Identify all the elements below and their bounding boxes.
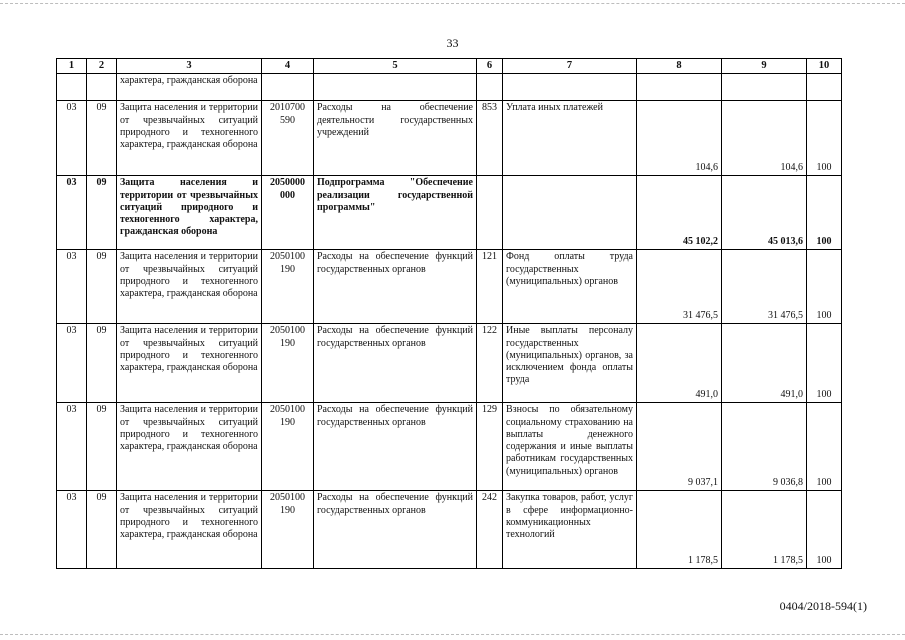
- table-row: [57, 250, 842, 324]
- cell-percent: 100: [807, 491, 842, 569]
- cell-subsection: 09: [87, 101, 117, 176]
- table-row: [57, 324, 842, 403]
- cell-section: 03: [57, 101, 87, 176]
- cell-description: Защита населения и территории от чрезвычайных ситуаций природного и техногенного характера, гражданская оборона: [117, 101, 262, 176]
- cell-planned: 491,0: [637, 324, 722, 403]
- cell-description: Защита населения и территории от чрезвычайных ситуаций природного и техногенного характера, гражданская оборона: [117, 403, 262, 491]
- cell-percent: 100: [807, 101, 842, 176]
- col-header: 3: [117, 59, 262, 74]
- col-header: 8: [637, 59, 722, 74]
- cell-expense-type: 121: [477, 250, 503, 324]
- cell-expense-type-name: Уплата иных платежей: [503, 101, 637, 176]
- budget-table: [56, 58, 842, 569]
- cell-target-code: 2050100 190: [262, 324, 314, 403]
- cell-executed: 1 178,5: [722, 491, 807, 569]
- cell-expense-type: 122: [477, 324, 503, 403]
- document-code: 0404/2018-594(1): [779, 599, 867, 613]
- cell-description: Защита населения и территории от чрезвычайных ситуаций природного и техногенного характера, гражданская оборона: [117, 250, 262, 324]
- cell-expense-type: 853: [477, 101, 503, 176]
- cell-section: 03: [57, 250, 87, 324]
- cell-subsection: 09: [87, 403, 117, 491]
- col-header: 9: [722, 59, 807, 74]
- cell-target-code: 2050100 190: [262, 491, 314, 569]
- cell-expense-name: Расходы на обеспечение функций государственных органов: [314, 324, 477, 403]
- cell-executed: 31 476,5: [722, 250, 807, 324]
- cell-percent: 100: [807, 176, 842, 250]
- cell-expense-type: 242: [477, 491, 503, 569]
- cell-expense-name: Расходы на обеспечение функций государственных органов: [314, 250, 477, 324]
- cell-executed: 104,6: [722, 101, 807, 176]
- cell-executed: 9 036,8: [722, 403, 807, 491]
- cell-subsection: 09: [87, 176, 117, 250]
- cell-section: 03: [57, 176, 87, 250]
- cell-target-code: 2050100 190: [262, 250, 314, 324]
- col-header: 5: [314, 59, 477, 74]
- cell-description: Защита населения и территории от чрезвычайных ситуаций природного и техногенного характера, гражданская оборона: [117, 176, 262, 250]
- col-header: 1: [57, 59, 87, 74]
- table-row: [57, 176, 842, 250]
- cell-section: 03: [57, 403, 87, 491]
- cell-expense-type-name: [503, 176, 637, 250]
- cell-target-code: 2050000 000: [262, 176, 314, 250]
- cell-subsection: 09: [87, 250, 117, 324]
- cell-executed: 45 013,6: [722, 176, 807, 250]
- table-row-continuation: [57, 74, 842, 101]
- cell-description: характера, гражданская оборона: [117, 74, 262, 101]
- cell-target-code: 2050100 190: [262, 403, 314, 491]
- cell-expense-type-name: Иные выплаты персоналу государственных (муниципальных) органов, за исключением фонда оплаты труда: [503, 324, 637, 403]
- page-number: 33: [446, 36, 459, 50]
- cell-executed: 491,0: [722, 324, 807, 403]
- cell-expense-name: Расходы на обеспечение функций государственных органов: [314, 491, 477, 569]
- col-header: 10: [807, 59, 842, 74]
- col-header: 6: [477, 59, 503, 74]
- cell-planned: 1 178,5: [637, 491, 722, 569]
- cell-expense-type-name: Фонд оплаты труда государственных (муниципальных) органов: [503, 250, 637, 324]
- cell-section: 03: [57, 324, 87, 403]
- cell-planned: 31 476,5: [637, 250, 722, 324]
- cell-expense-type-name: Закупка товаров, работ, услуг в сфере информационно-коммуникационных технологий: [503, 491, 637, 569]
- col-header: 2: [87, 59, 117, 74]
- cell-expense-type: 129: [477, 403, 503, 491]
- table-header-row: [57, 59, 842, 74]
- cell-target-code: 2010700 590: [262, 101, 314, 176]
- cell-planned: 104,6: [637, 101, 722, 176]
- col-header: 7: [503, 59, 637, 74]
- cell-expense-name: Расходы на обеспечение функций государственных органов: [314, 403, 477, 491]
- top-scan-edge: [0, 3, 905, 4]
- cell-percent: 100: [807, 324, 842, 403]
- cell-planned: 9 037,1: [637, 403, 722, 491]
- cell-description: Защита населения и территории от чрезвычайных ситуаций природного и техногенного характера, гражданская оборона: [117, 491, 262, 569]
- cell-expense-type-name: Взносы по обязательному социальному страхованию на выплаты денежного содержания и иные выплаты работникам государственных (муниципальных) органов: [503, 403, 637, 491]
- table-row: [57, 491, 842, 569]
- cell-expense-name: Подпрограмма "Обеспечение реализации государственной программы": [314, 176, 477, 250]
- col-header: 4: [262, 59, 314, 74]
- bottom-scan-edge: [0, 634, 905, 635]
- table-row: [57, 403, 842, 491]
- cell-section: 03: [57, 491, 87, 569]
- cell-expense-name: Расходы на обеспечение деятельности государственных учреждений: [314, 101, 477, 176]
- cell-planned: 45 102,2: [637, 176, 722, 250]
- cell-subsection: 09: [87, 324, 117, 403]
- cell-description: Защита населения и территории от чрезвычайных ситуаций природного и техногенного характера, гражданская оборона: [117, 324, 262, 403]
- table-row: [57, 101, 842, 176]
- cell-percent: 100: [807, 250, 842, 324]
- cell-expense-type: [477, 176, 503, 250]
- cell-subsection: 09: [87, 491, 117, 569]
- cell-percent: 100: [807, 403, 842, 491]
